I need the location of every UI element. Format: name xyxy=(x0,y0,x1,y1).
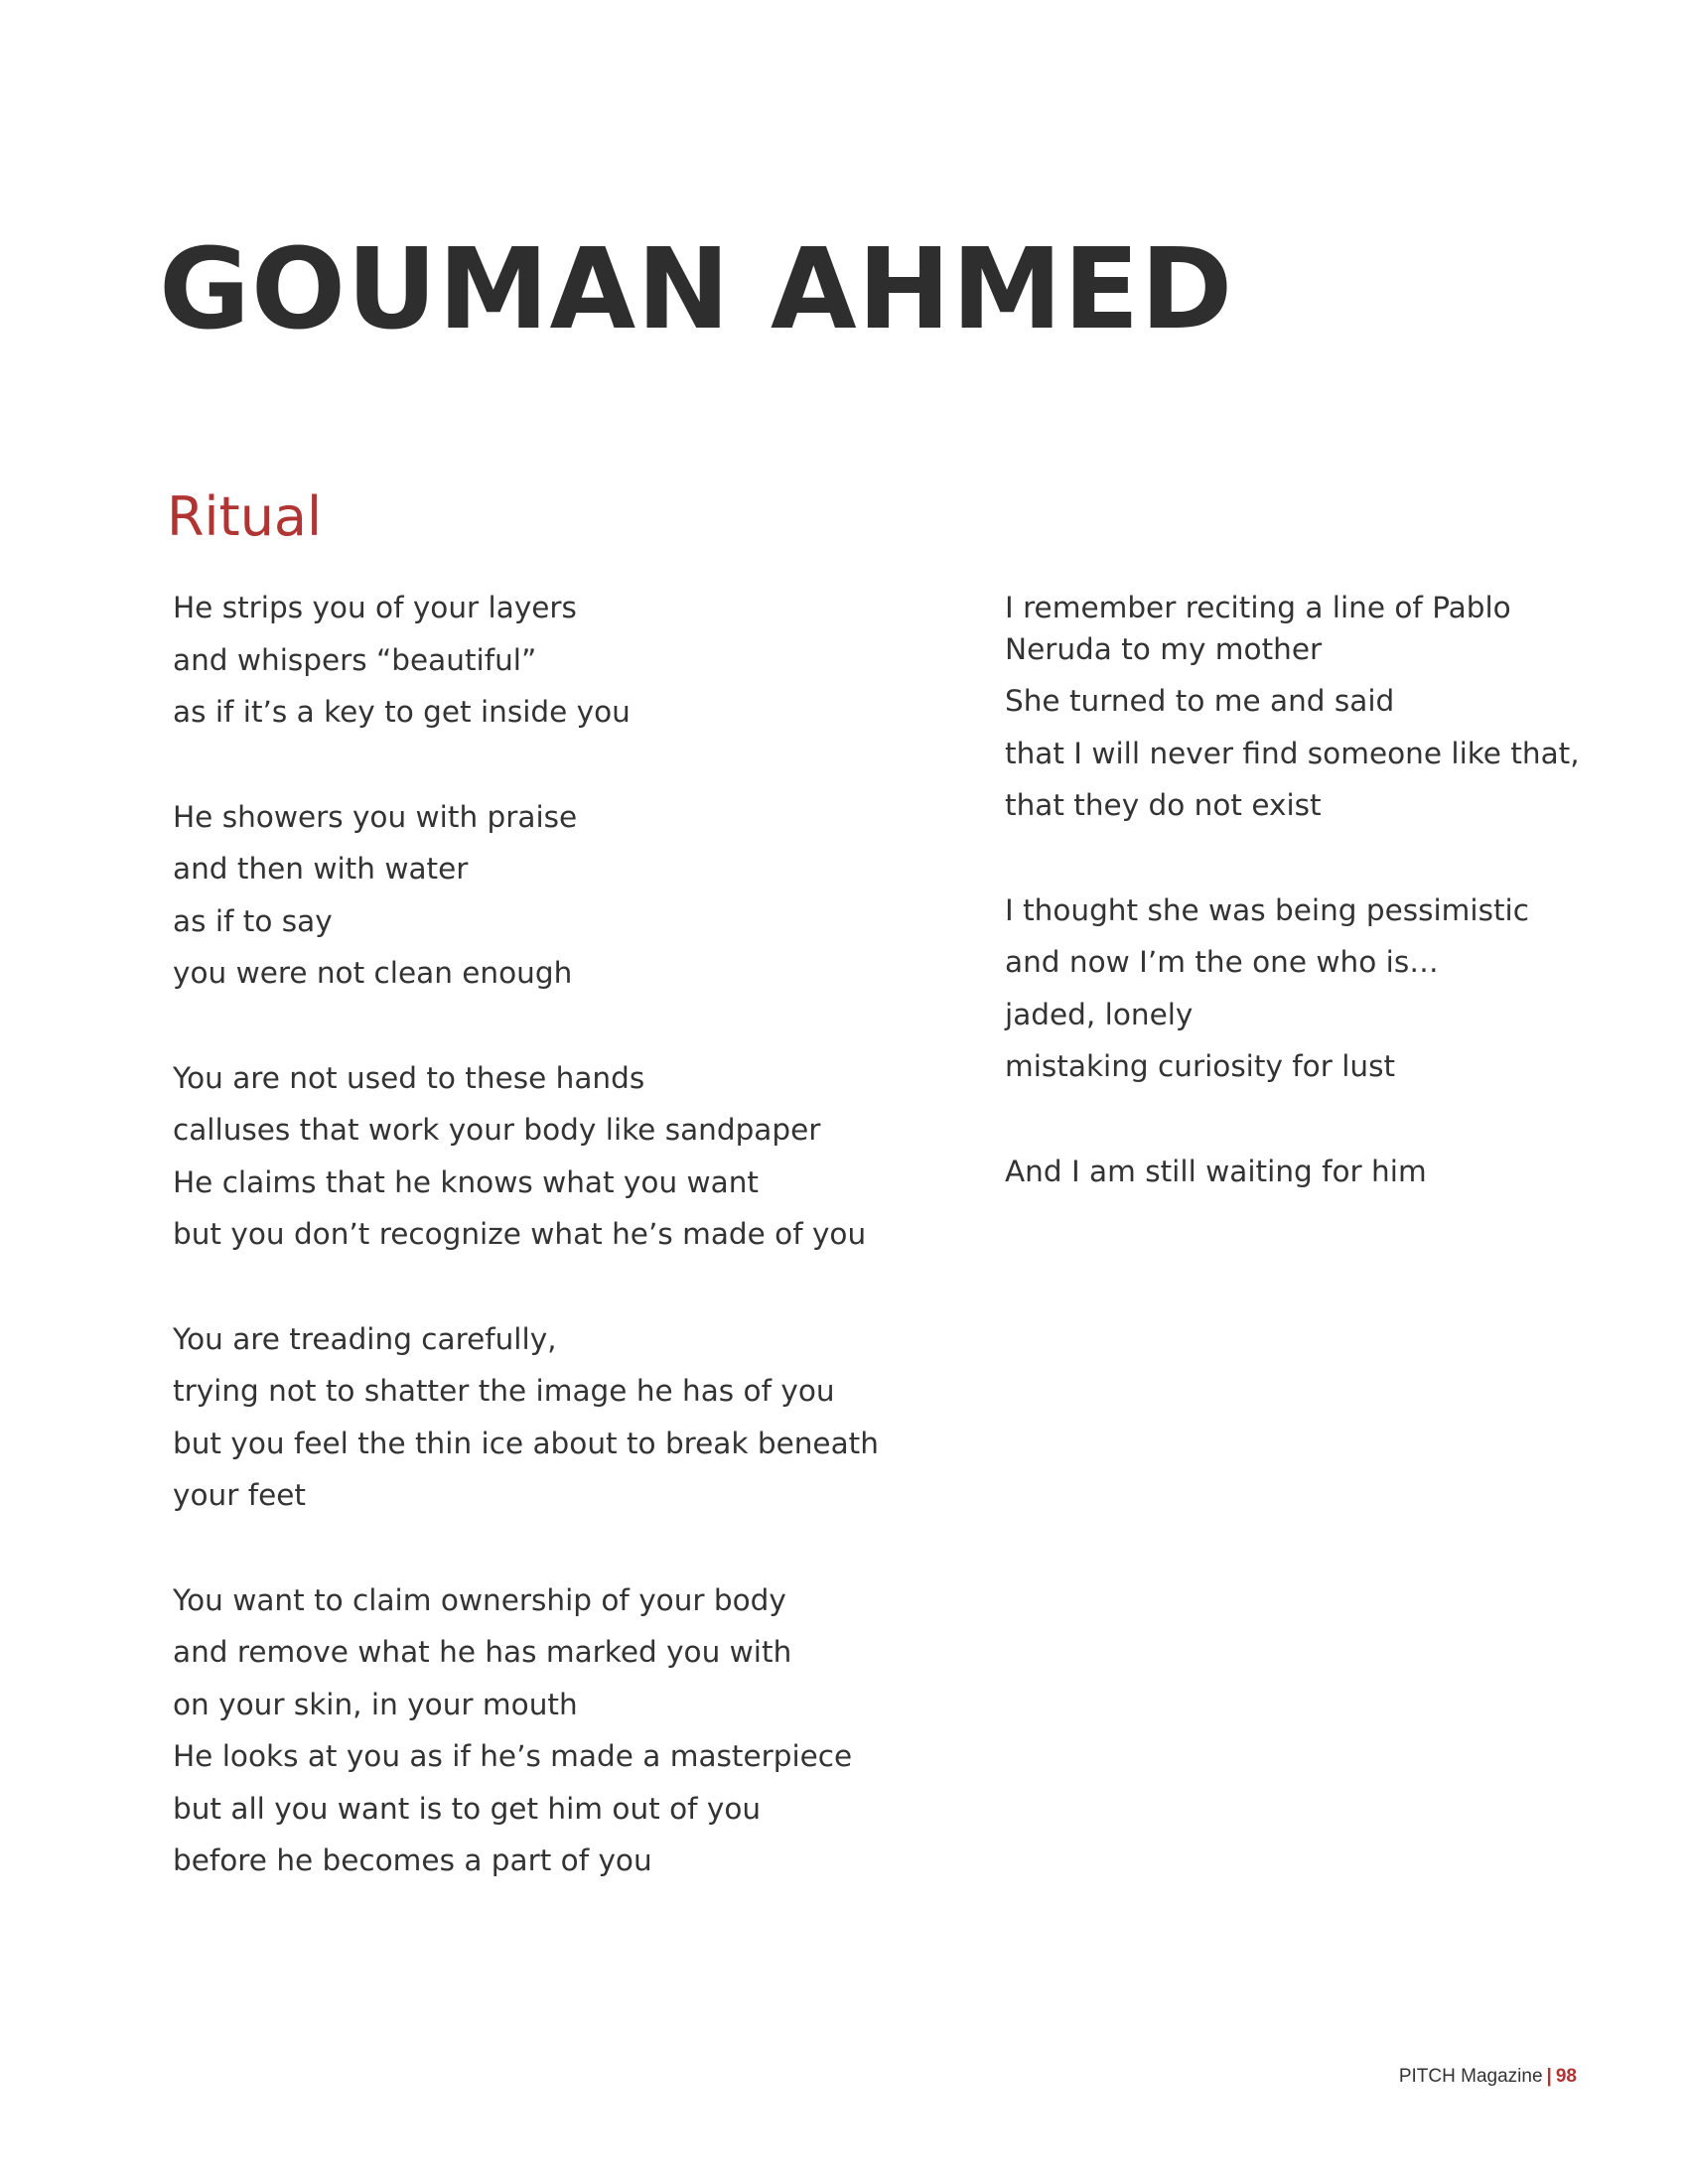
poem-line: before he becomes a part of you xyxy=(173,1843,652,1877)
poem-line: on your skin, in your mouth xyxy=(173,1687,578,1721)
stanza xyxy=(1005,1146,1620,1198)
poem-line: He showers you with praise xyxy=(173,799,578,834)
poem-line: jaded, lonely xyxy=(1005,997,1194,1031)
poem-line: as if it’s a key to get inside you xyxy=(173,695,631,729)
poem-column-left xyxy=(173,582,888,1940)
poem-line: you were not clean enough xyxy=(173,956,573,990)
poem-line: I thought she was being pessimistic xyxy=(1005,892,1529,927)
poem-line: that I will never find someone like that, xyxy=(1005,736,1580,770)
poem-line: but all you want is to get him out of you xyxy=(173,1791,762,1826)
poem-column-right xyxy=(1005,582,1620,1250)
poem-title: Ritual xyxy=(167,485,323,548)
stanza xyxy=(173,582,888,739)
poem-line: and then with water xyxy=(173,852,469,886)
poem-line: He strips you of your layers xyxy=(173,591,577,624)
poem-line: and now I’m the one who is… xyxy=(1005,945,1439,979)
stanza xyxy=(1005,885,1620,1093)
poem-line: that they do not exist xyxy=(1005,788,1322,822)
poem-line: as if to say xyxy=(173,903,333,938)
stanza xyxy=(173,791,888,1000)
poem-line: He claims that he knows what you want xyxy=(173,1164,759,1199)
poem-line: I remember reciting a line of Pablo Neruda to my mother xyxy=(1005,591,1511,666)
page-number: 98 xyxy=(1555,2066,1577,2087)
poem-line: calluses that work your body like sandpaper xyxy=(173,1113,821,1147)
poem-line: And I am still waiting for him xyxy=(1005,1154,1427,1188)
poem-line: and whispers “beautiful” xyxy=(173,642,537,677)
poem-line: You are treading carefully, xyxy=(173,1321,557,1356)
page-footer xyxy=(1399,2065,1577,2089)
author-name: GOUMAN AHMED xyxy=(159,225,1234,354)
stanza xyxy=(173,1052,888,1261)
poem-line: but you don’t recognize what he’s made of you xyxy=(173,1217,867,1251)
poem-line: your feet xyxy=(173,1478,306,1512)
poem-line: but you feel the thin ice about to break beneath xyxy=(173,1426,879,1460)
poem-line: and remove what he has marked you with xyxy=(173,1635,792,1669)
poem-line: You are not used to these hands xyxy=(173,1060,645,1095)
footer-separator: | xyxy=(1546,2066,1552,2087)
stanza xyxy=(173,1313,888,1522)
poem-line: He looks at you as if he’s made a masterpiece xyxy=(173,1739,853,1773)
publication-name: PITCH Magazine xyxy=(1398,2066,1543,2087)
poem-line: mistaking curiosity for lust xyxy=(1005,1049,1396,1083)
poem-line: trying not to shatter the image he has of you xyxy=(173,1374,835,1408)
stanza xyxy=(173,1574,888,1887)
poem-line: You want to claim ownership of your body xyxy=(173,1582,786,1617)
stanza xyxy=(1005,582,1620,832)
poem-line: She turned to me and said xyxy=(1005,684,1395,718)
